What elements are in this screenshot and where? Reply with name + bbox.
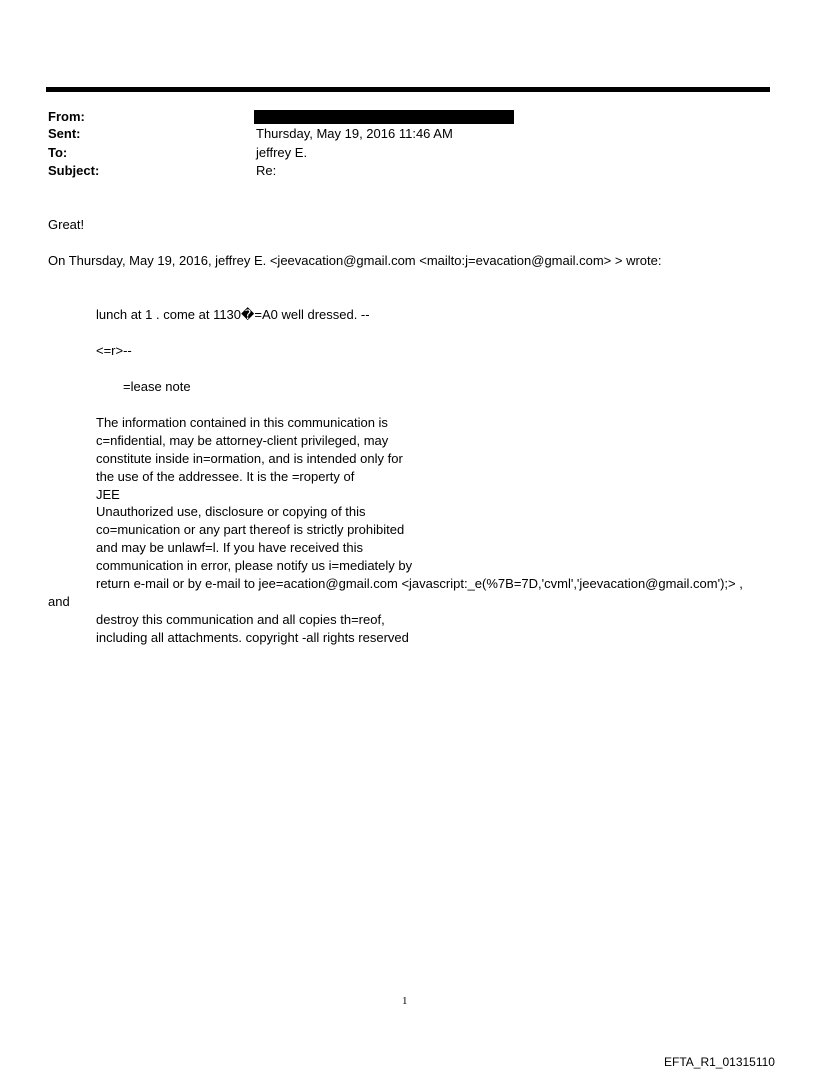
to-value: jeffrey E. xyxy=(256,145,308,160)
disclaimer-line: JEE xyxy=(96,487,120,502)
redacted-from-value xyxy=(254,110,514,124)
disclaimer-line: constitute inside in=ormation, and is intended only for xyxy=(96,451,403,466)
to-label: To: xyxy=(48,145,68,160)
sent-label: Sent: xyxy=(48,126,81,141)
disclaimer-wrap-word: and xyxy=(48,594,70,609)
subject-label: Subject: xyxy=(48,163,100,178)
disclaimer-line: return e-mail or by e-mail to jee=acation@gmail.com <javascript:_e(%7B=7D,'cvml','jeevacation@gmail.com');> , xyxy=(96,576,743,591)
signature-marker: <=r>-- xyxy=(96,343,132,358)
sent-value: Thursday, May 19, 2016 11:46 AM xyxy=(256,126,453,141)
disclaimer-line: Unauthorized use, disclosure or copying of this xyxy=(96,504,366,519)
disclaimer-line: including all attachments. copyright -all rights reserved xyxy=(96,630,409,645)
subject-value: Re: xyxy=(256,163,277,178)
disclaimer-line: c=nfidential, may be attorney-client privileged, may xyxy=(96,433,389,448)
quoted-message: lunch at 1 . come at 1130�=A0 well dressed. -- xyxy=(96,307,370,322)
disclaimer-line: destroy this communication and all copies th=reof, xyxy=(96,612,385,627)
header-rule xyxy=(46,87,770,92)
disclaimer-line: The information contained in this communication is xyxy=(96,415,388,430)
disclaimer-line: communication in error, please notify us i=mediately by xyxy=(96,558,413,573)
disclaimer-line: and may be unlawf=l. If you have received this xyxy=(96,540,364,555)
quote-intro: On Thursday, May 19, 2016, jeffrey E. <jeevacation@gmail.com <mailto:j=evacation@gmail.com> > wrote: xyxy=(48,253,662,268)
disclaimer-line: co=munication or any part thereof is strictly prohibited xyxy=(96,522,405,537)
notice-title: =lease note xyxy=(123,379,191,394)
disclaimer-line: the use of the addressee. It is the =roperty of xyxy=(96,469,355,484)
page-number: 1 xyxy=(402,995,408,1007)
greeting: Great! xyxy=(48,217,85,232)
from-label: From: xyxy=(48,109,85,124)
bates-id: EFTA_R1_01315110 xyxy=(664,1055,775,1069)
